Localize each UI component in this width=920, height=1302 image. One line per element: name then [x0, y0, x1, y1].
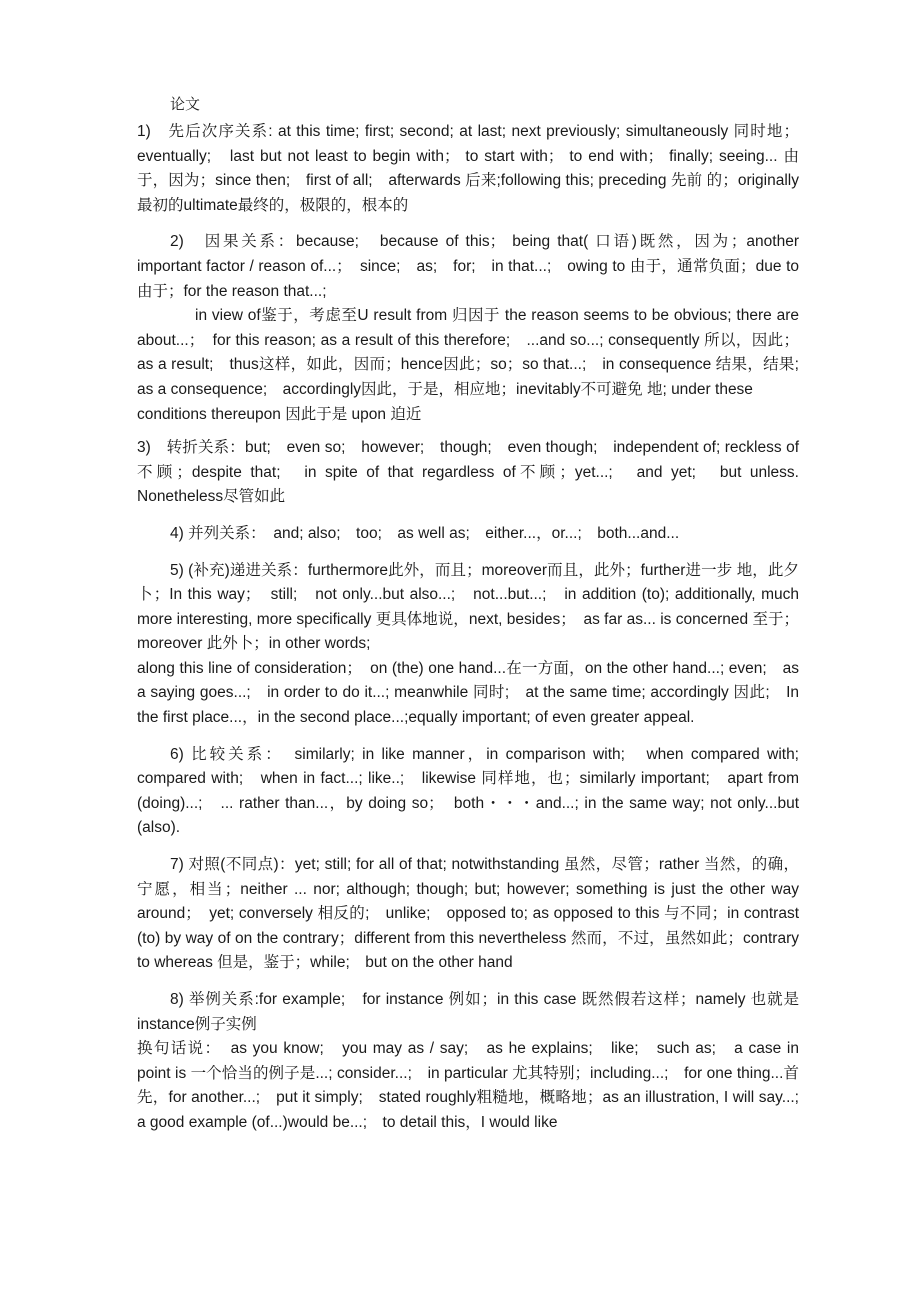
paragraph-contrast-difference: 7) 对照(不同点)：yet; still; for all of that; notwithstanding 虽然，尽管；rather 当然，的确，宁愿，相当；neither ... nor; although; though; but; however; something is just the other way around； yet; conversely 相反的; unlike; opposed to; as opposed to this 与不同；in contrast (to) by way of on the contrary；different from this nevertheless 然而，不过，虽然如此；contrary to whereas 但是，鉴于；while; but on the other hand: [137, 856, 799, 972]
document-page: [137, 92, 815, 1136]
paragraph-parallel: 4) 并列关系： and; also; too; as well as; either...，or...; both...and...: [170, 524, 680, 542]
paragraph-examples: 8) 举例关系:for example; for instance 例如；in this case 既然假若这样；namely 也就是instance例子实例: [137, 991, 799, 1033]
paragraph-cause-effect-tail: conditions thereupon 因此于是 upon 迫近: [137, 405, 422, 423]
paragraph-comparison: 6) 比较关系： similarly; in like manner，in comparison with; when compared with; compared with; when in fact...; like..; likewise 同样地，也；similarly important; apart from (doing)...; ... rather than...，by doing so； both・・・and...; in the same way; not only...but (also).: [137, 745, 799, 837]
paragraph-progression: 5) (补充)递进关系：furthermore此外，而且；moreover而且，此外；further进一步 地，此夕卜；In this way； still; not only...but also...; not...but...; in addition (to); additionally, much more interesting, more specifically 更具体地说，next, besides； as far as... is concerned 至于；moreover 此外卜；in other words;: [137, 561, 799, 653]
paragraph-cause-effect: 2) 因果关系：because; because of this； being that( 口语)既然，因为；another important factor / reason of...； since; as; for; in that...; owing to 由于，通常负面；due to 由于；for the reason that...;: [137, 233, 799, 300]
paragraph-contrast-turn: 3) 转折关系：but; even so; however; though; even though; independent of; reckless of 不顾；despite that; in spite of that regardless of不顾；yet...; and yet; but unless. Nonetheless尽管如此: [137, 439, 799, 506]
paragraph-rephrasing: 换句话说： as you know; you may as / say; as he explains; like; such as; a case in point is 一个恰当的例子是...; consider...; in particular 尤其特别；including...; for one thing...首先，for another...; put it simply; stated roughly粗糙地，概略地；as an illustration, I will say...; a good example (of...)would be...; to detail this，I would like: [137, 1040, 815, 1131]
page-title: 论文: [170, 95, 201, 113]
paragraph-cause-effect-continued: in view of鉴于，考虑至U result from 归因于 the reason seems to be obvious; there are about...； for this reason; as a result of this therefore; ...and so...; consequently 所以，因此；as a result; thus这样，如此，因而；hence因此；so；so that...; in consequence 结果，结果; as a consequence; accordingly因此，于是，相应地；inevitably不可避免 地; under these: [137, 307, 815, 398]
paragraph-progression-continued: along this line of consideration； on (the) one hand...在一方面，on the other hand...; even; as a saying goes...; in order to do it...; meanwhile 同时; at the same time; accordingly 因此; In the first place...，in the second place...;equally important; of even greater appeal.: [137, 659, 799, 727]
paragraph-sequence: 1) 先后次序关系: at this time; first; second; at last; next previously; simultaneously 同时地；eventually; last but not least to begin with； to start with； to end with； finally; seeing... 由于，因为；since then; first of all; afterwards 后来;following this; preceding 先前 的；originally最初的ultimate最终的，极限的，根本的: [137, 123, 799, 214]
